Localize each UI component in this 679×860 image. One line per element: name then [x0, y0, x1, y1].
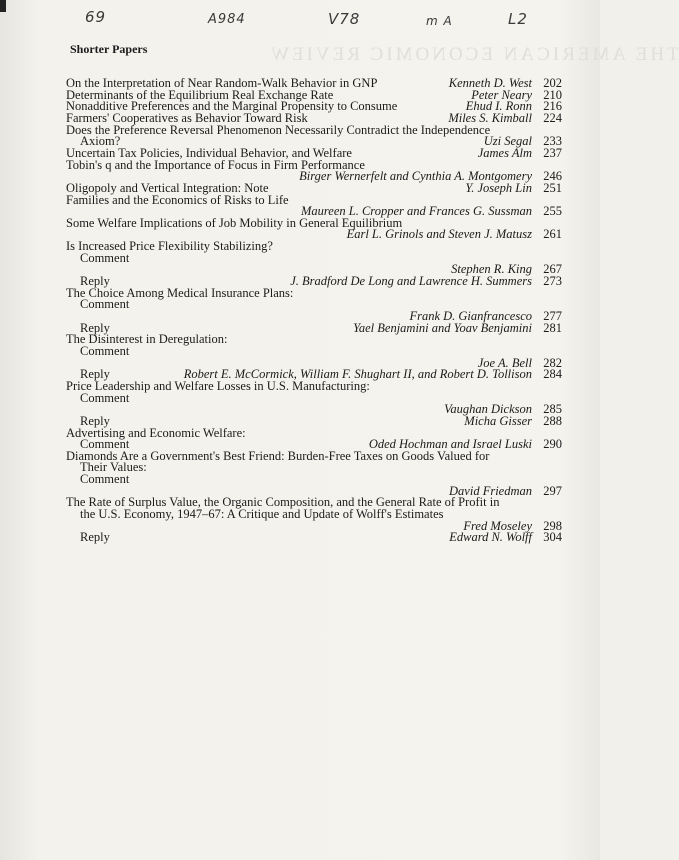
entry-title: Determinants of the Equilibrium Real Exchange Rate: [66, 87, 334, 102]
entry-author: Robert E. McCormick, William F. Shughart II, and Robert D. Tollison: [183, 367, 532, 382]
entry-author: Vaughan Dickson: [444, 402, 532, 417]
toc-entry: [66, 531, 562, 544]
entry-page: 277: [543, 309, 562, 323]
entry-page: 298: [543, 518, 562, 533]
entry-page: 282: [543, 355, 562, 370]
entry-title: Advertising and Economic Welfare:: [66, 425, 246, 440]
entry-author: J. Bradford De Long and Lawrence H. Summers: [290, 274, 532, 289]
handwritten-note: A984: [208, 12, 246, 27]
entry-title: Families and the Economics of Risks to Life: [66, 192, 289, 207]
entry-page: 290: [543, 437, 562, 452]
entry-title: Does the Preference Reversal Phenomenon Necessarily Contradict the Independence: [66, 122, 491, 137]
entry-page: 255: [543, 204, 562, 219]
entry-title: Their Values:: [80, 460, 147, 475]
entry-page: 281: [543, 320, 562, 335]
handwritten-note: L2: [508, 10, 528, 28]
entry-author: Earl L. Grinols and Steven J. Matusz: [346, 227, 532, 242]
entry-author: Yael Benjamini and Yoav Benjamini: [353, 320, 532, 335]
entry-title: Oligopoly and Vertical Integration: Note: [66, 180, 269, 195]
entry-title: Diamonds Are a Government's Best Friend: Burden-Free Taxes on Goods Valued for: [66, 448, 490, 463]
handwritten-note: V78: [328, 10, 361, 28]
entry-page: 284: [543, 367, 562, 382]
entry-title: Is Increased Price Flexibility Stabilizing?: [66, 239, 273, 254]
entry-page: 233: [543, 134, 562, 149]
entry-author: James Alm: [477, 145, 532, 160]
entry-page: 202: [543, 76, 562, 90]
entry-title: Reply: [80, 530, 110, 545]
entry-title: Farmers' Cooperatives as Behavior Toward Risk: [66, 110, 308, 125]
entry-author: Edward N. Wolff: [449, 530, 532, 545]
entry-title: the U.S. Economy, 1947–67: A Critique and Update of Wolff's Estimates: [80, 507, 444, 522]
entry-page: 267: [543, 262, 562, 277]
entry-title: Tobin's q and the Importance of Focus in Firm Performance: [66, 157, 365, 172]
section-title: Shorter Papers: [70, 42, 148, 56]
entry-author: Kenneth D. West: [448, 76, 532, 90]
entry-author: Joe A. Bell: [477, 355, 532, 370]
entry-title: Reply: [80, 320, 110, 335]
entry-title: Reply: [80, 413, 110, 428]
entry-title: The Disinterest in Deregulation:: [66, 332, 228, 347]
entry-page: 224: [543, 110, 562, 125]
entry-author: Micha Gisser: [464, 413, 532, 428]
entry-page: 216: [543, 99, 562, 114]
entry-page: 304: [543, 530, 562, 545]
entry-author: Ehud I. Ronn: [465, 99, 532, 114]
entry-author: Stephen R. King: [451, 262, 532, 277]
handwritten-note: 69: [85, 8, 107, 26]
entry-author: Oded Hochman and Israel Luski: [368, 437, 532, 452]
entry-author: Fred Moseley: [463, 518, 532, 533]
entry-page: 285: [543, 402, 562, 417]
entry-page: 251: [543, 180, 562, 195]
entry-page: 288: [543, 413, 562, 428]
entry-page: 237: [543, 145, 562, 160]
page-corner-mark: [0, 0, 6, 12]
entry-title: Reply: [80, 367, 110, 382]
entry-title: Comment: [80, 297, 130, 312]
entry-author: Birger Wernerfelt and Cynthia A. Montgomery: [299, 169, 532, 184]
entry-author: Uzi Segal: [483, 134, 532, 149]
entry-page: 273: [543, 274, 562, 289]
entry-author: Peter Neary: [471, 87, 532, 102]
entry-title: Price Leadership and Welfare Losses in U.S. Manufacturing:: [66, 378, 370, 393]
entry-title: Comment: [80, 472, 130, 487]
entry-page: 261: [543, 227, 562, 242]
entry-title: Uncertain Tax Policies, Individual Behavior, and Welfare: [66, 145, 352, 160]
entry-title: The Rate of Surplus Value, the Organic Composition, and the General Rate of Profit in: [66, 495, 500, 510]
entry-author: Y. Joseph Lin: [465, 180, 532, 195]
entry-author: Maureen L. Cropper and Frances G. Sussman: [300, 204, 532, 219]
entry-page: 210: [543, 87, 562, 102]
entry-title: Some Welfare Implications of Job Mobility in General Equilibrium: [66, 215, 403, 230]
entry-author: Miles S. Kimball: [448, 110, 532, 125]
entry-page: 246: [543, 169, 562, 184]
entry-title: The Choice Among Medical Insurance Plans:: [66, 285, 294, 300]
entry-title: Reply: [80, 274, 110, 289]
entry-title: Nonadditive Preferences and the Marginal Propensity to Consume: [66, 99, 398, 114]
entry-author: Frank D. Gianfrancesco: [409, 309, 532, 323]
bleed-through-text: THE AMERICAN ECONOMIC REVIEW: [268, 44, 679, 65]
entry-title: Axiom?: [80, 134, 121, 149]
entry-title: On the Interpretation of Near Random-Walk Behavior in GNP: [66, 76, 378, 90]
entry-title: Comment: [80, 343, 130, 358]
entry-author: David Friedman: [449, 483, 532, 498]
handwritten-note: m A: [426, 14, 453, 28]
entry-title: Comment: [80, 250, 130, 265]
entry-title: Comment: [80, 437, 130, 452]
entry-page: 297: [543, 483, 562, 498]
entry-title: Comment: [80, 390, 130, 405]
